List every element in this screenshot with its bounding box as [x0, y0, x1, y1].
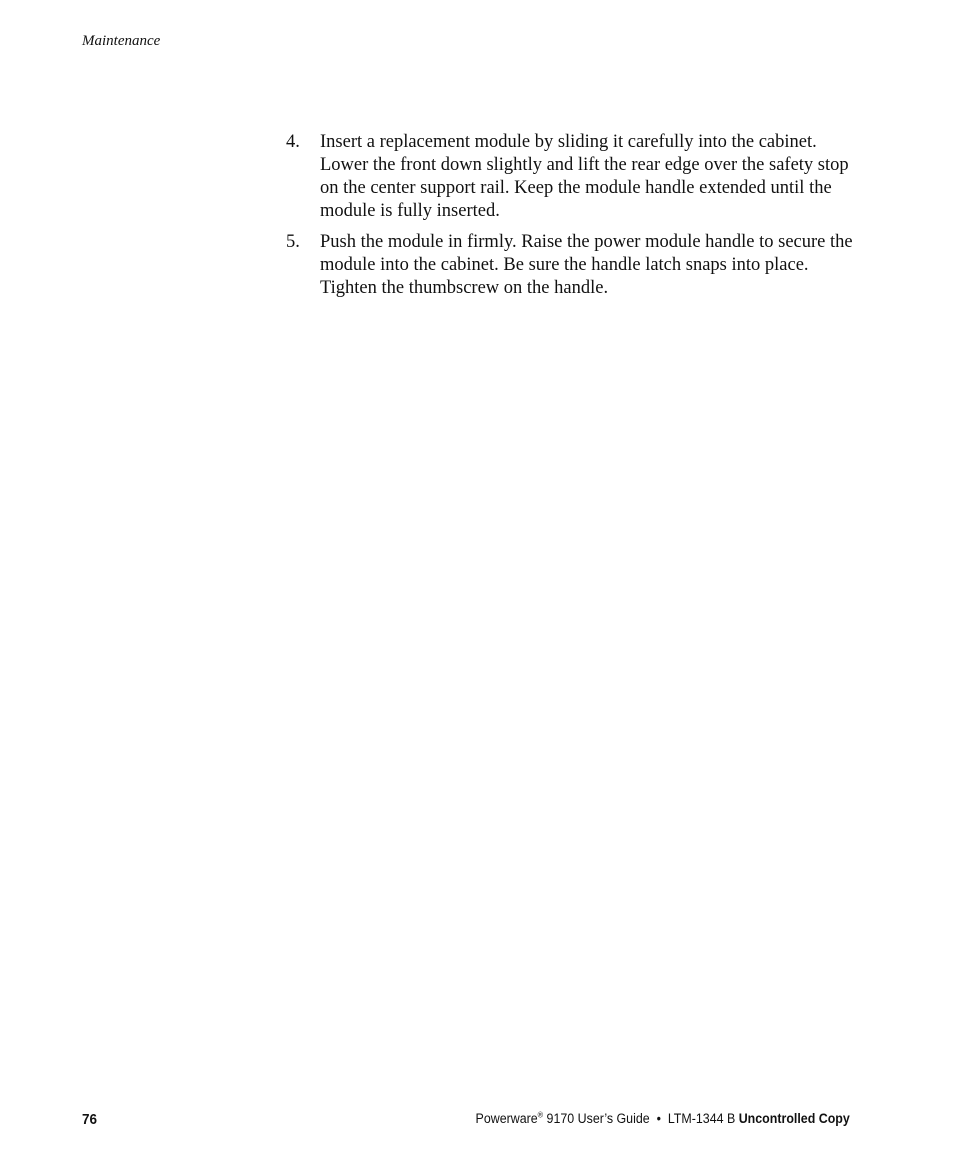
footer-document-info — [476, 1111, 850, 1126]
footer-guide-title: 9170 User’s Guide — [543, 1111, 650, 1126]
registered-trademark-mark: ® — [537, 1110, 544, 1120]
step-text: Insert a replacement module by sliding it carefully into the cabinet. Lower the front down slightly and lift the rear edge over the safety stop on the center support rail. Keep the module handle extended until the module is fully inserted. — [320, 132, 849, 221]
footer-document-id: LTM-1344 B — [668, 1111, 739, 1126]
step-item — [286, 131, 856, 223]
running-header-section: Maintenance — [82, 33, 161, 49]
step-number: 5. — [286, 232, 300, 252]
step-number: 4. — [286, 132, 300, 152]
footer-product-name: Powerware — [475, 1111, 538, 1126]
footer-copy-status: Uncontrolled Copy — [738, 1111, 850, 1126]
footer-bullet-separator: • — [649, 1111, 669, 1126]
step-item — [286, 231, 856, 300]
page-number: 76 — [82, 1111, 98, 1128]
procedure-steps — [286, 131, 856, 308]
step-text: Push the module in firmly. Raise the power module handle to secure the module into the cabinet. Be sure the handle latch snaps into place. Tighten the thumbscrew on the handle. — [320, 232, 853, 298]
